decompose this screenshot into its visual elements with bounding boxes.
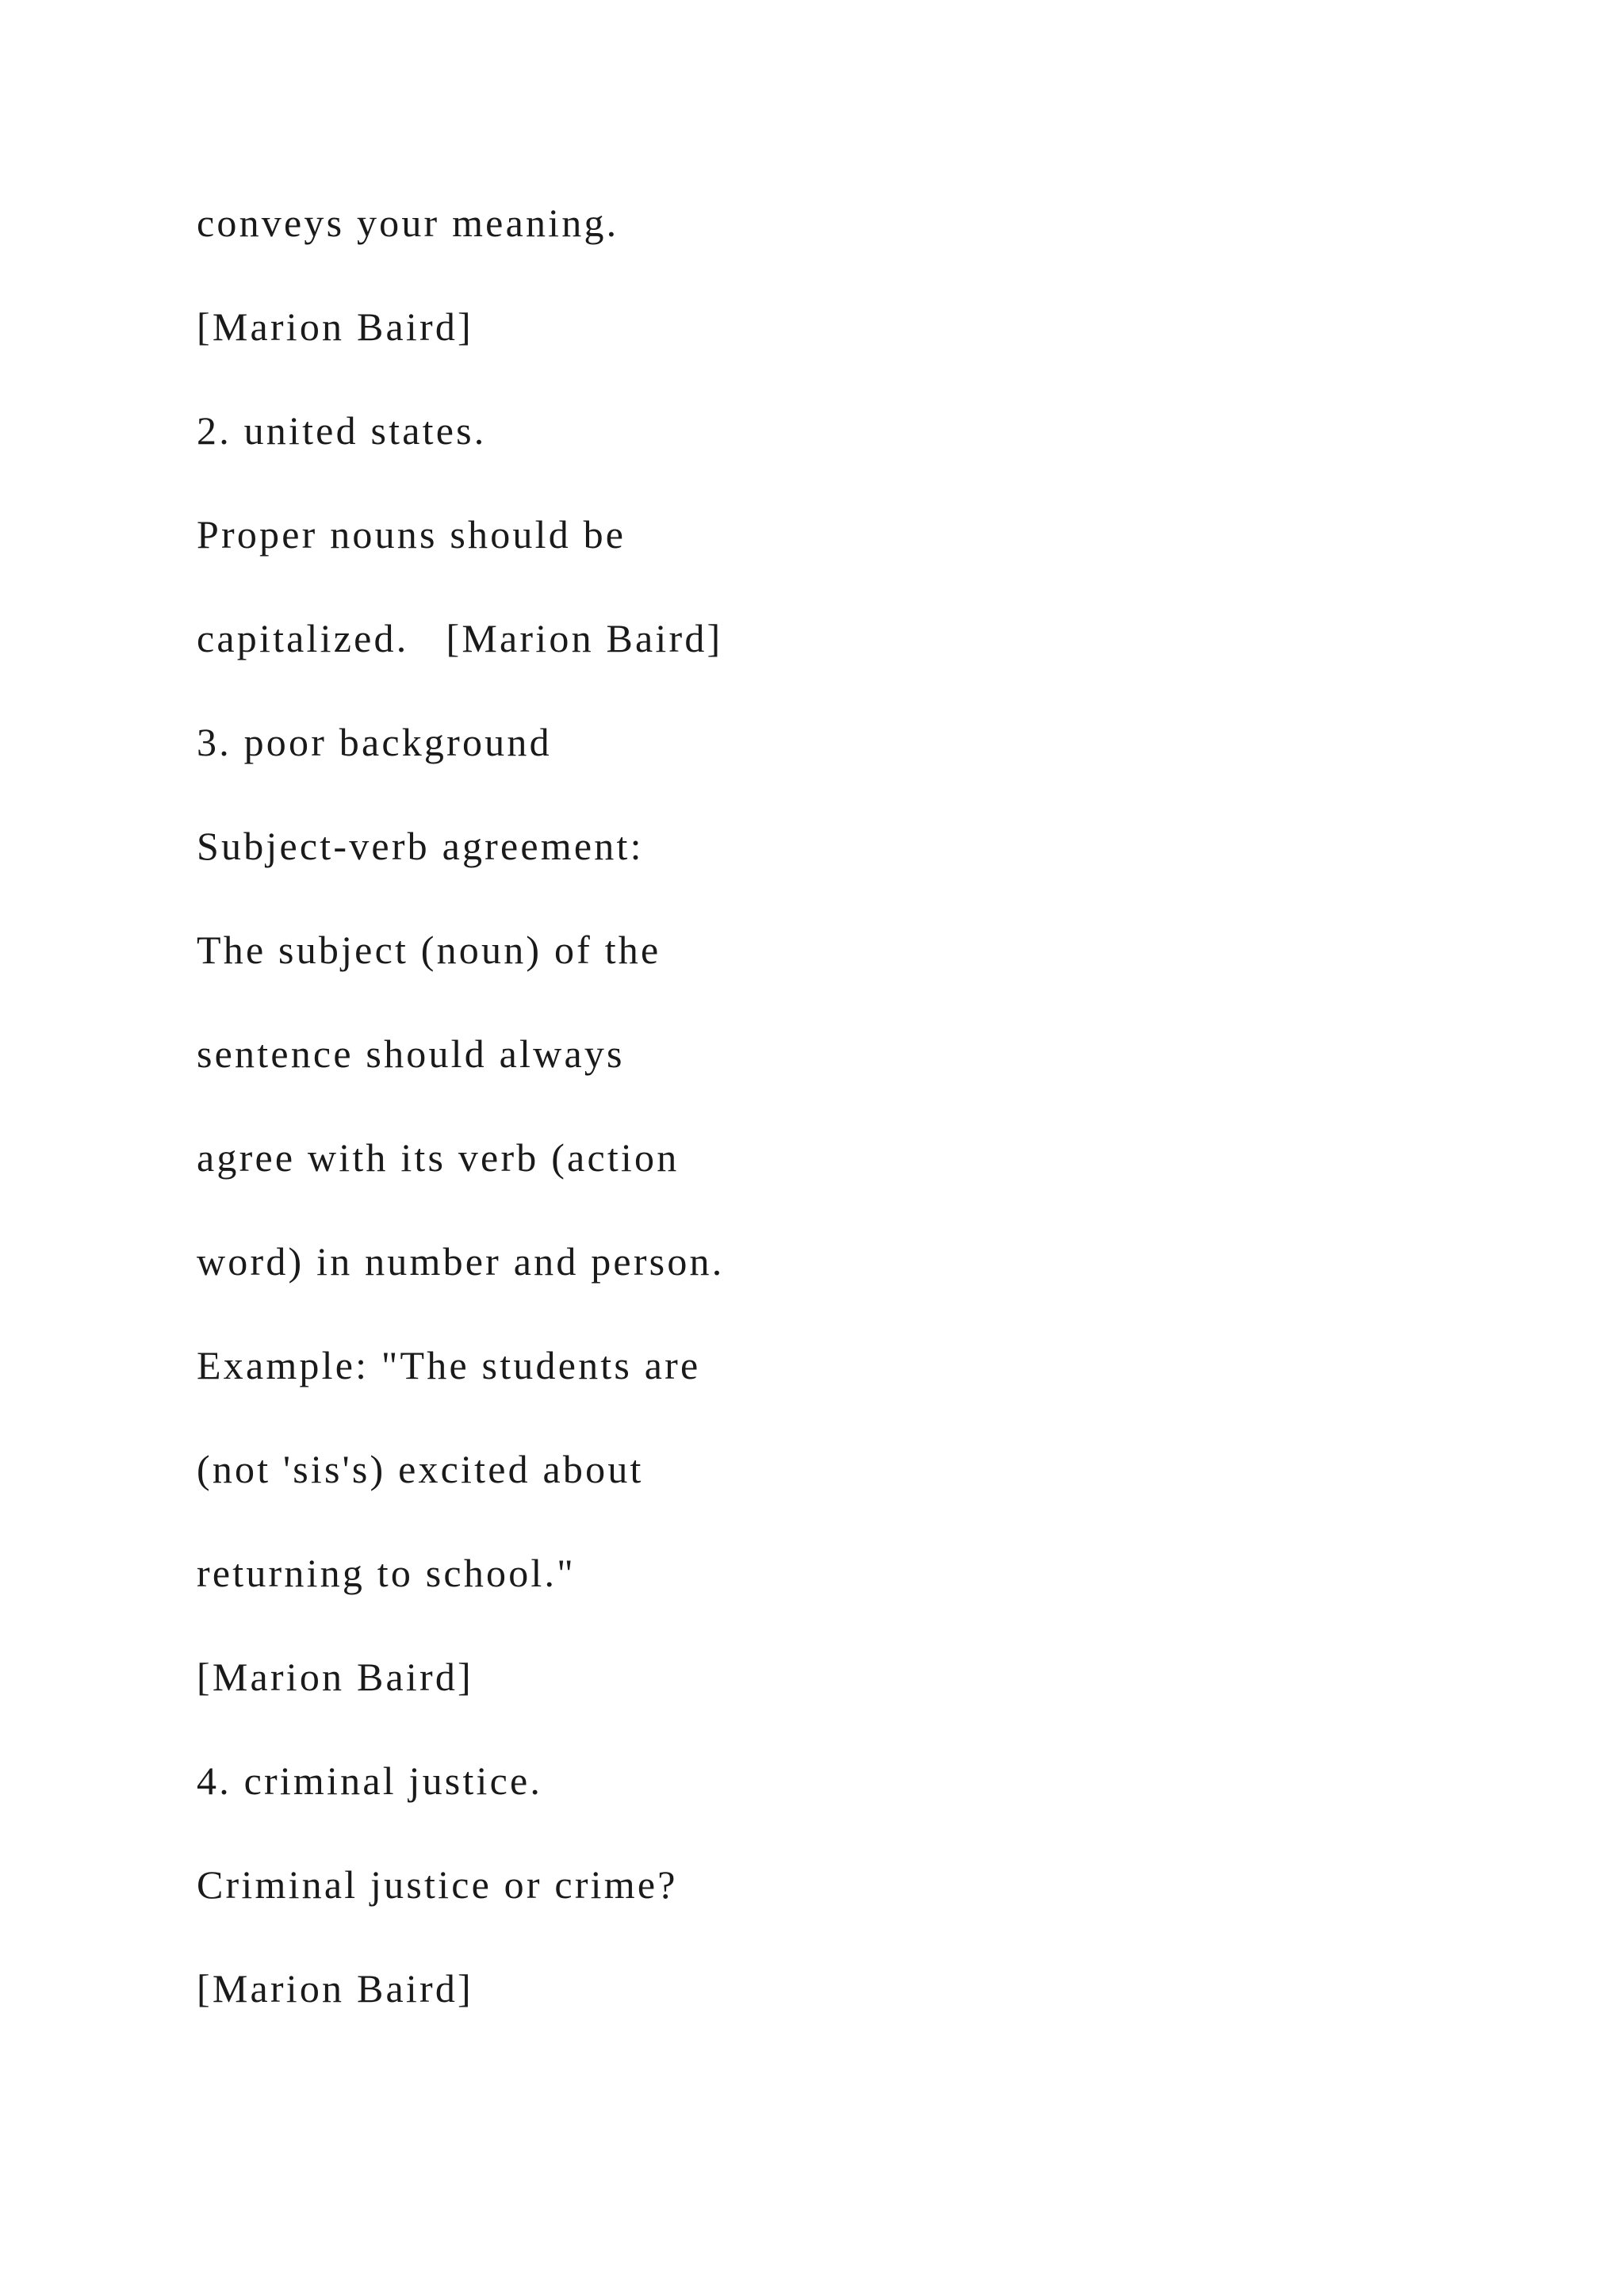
comment-text: capitalized. [Marion Baird] xyxy=(197,616,723,660)
comment-author: [Marion Baird] xyxy=(197,1655,473,1699)
comment-text: agree with its verb (action xyxy=(197,1135,680,1180)
comment-text: sentence should always xyxy=(197,1031,625,1076)
text-line: 3. poor background xyxy=(197,720,552,764)
comment-text: (not 'sis's) excited about xyxy=(197,1447,644,1491)
comment-text: The subject (noun) of the xyxy=(197,928,661,972)
comment-text: Criminal justice or crime? xyxy=(197,1862,678,1907)
comment-author: [Marion Baird] xyxy=(197,304,473,349)
comment-text: returning to school." xyxy=(197,1551,576,1595)
text-line: 2. united states. xyxy=(197,408,487,453)
comment-text: Proper nouns should be xyxy=(197,512,626,557)
comment-author: [Marion Baird] xyxy=(197,1966,473,2011)
comment-text: Example: "The students are xyxy=(197,1343,701,1387)
comment-text: Subject-verb agreement: xyxy=(197,824,644,868)
document-text xyxy=(197,197,724,2066)
text-line: 4. criminal justice. xyxy=(197,1758,543,1803)
text-line: conveys your meaning. xyxy=(197,201,619,245)
comment-text: word) in number and person. xyxy=(197,1239,725,1284)
